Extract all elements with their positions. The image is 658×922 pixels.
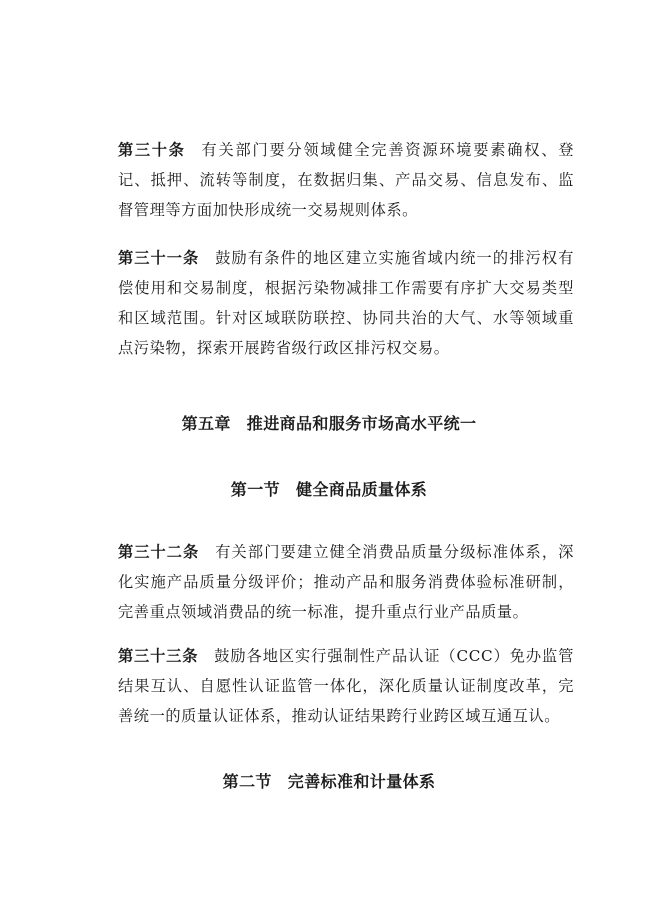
article-text: 有关部门要分领域健全完善资源环境要素确权、登记、抵押、流转等制度，在数据归集、产品交易、信息发布、监督管理等方面加快形成统一交易规则体系。 <box>118 141 575 219</box>
article-number: 第三十三条 <box>118 647 199 665</box>
section-number: 第一节 <box>230 480 280 499</box>
section-heading-1 <box>0 477 658 500</box>
article-33 <box>118 641 574 731</box>
article-number: 第三十二条 <box>118 543 200 561</box>
article-32 <box>118 537 574 627</box>
section-heading-2 <box>0 769 658 792</box>
article-30 <box>118 135 574 225</box>
article-text: 鼓励各地区实行强制性产品认证（CCC）免办监管结果互认、自愿性认证监管一体化，深化质量认证制度改革，完善统一的质量认证体系，推动认证结果跨行业跨区域互通互认。 <box>118 647 574 725</box>
chapter-heading <box>0 411 658 434</box>
chapter-number: 第五章 <box>181 414 231 433</box>
chapter-title: 推进商品和服务市场高水平统一 <box>246 414 477 433</box>
section-number: 第二节 <box>222 772 272 791</box>
section-title: 完善标准和计量体系 <box>287 772 436 791</box>
article-number: 第三十一条 <box>118 249 200 267</box>
section-title: 健全商品质量体系 <box>296 480 428 499</box>
article-number: 第三十条 <box>118 141 186 159</box>
article-text: 鼓励有条件的地区建立实施省域内统一的排污权有偿使用和交易制度，根据污染物减排工作需要有序扩大交易类型和区域范围。针对区域联防联控、协同共治的大气、水等领域重点污染物，探索开展跨省级行政区排污权交易。 <box>118 249 575 357</box>
article-text: 有关部门要建立健全消费品质量分级标准体系，深化实施产品质量分级评价；推动产品和服务消费体验标准研制，完善重点领域消费品的统一标准，提升重点行业产品质量。 <box>118 543 575 621</box>
article-31 <box>118 243 574 363</box>
